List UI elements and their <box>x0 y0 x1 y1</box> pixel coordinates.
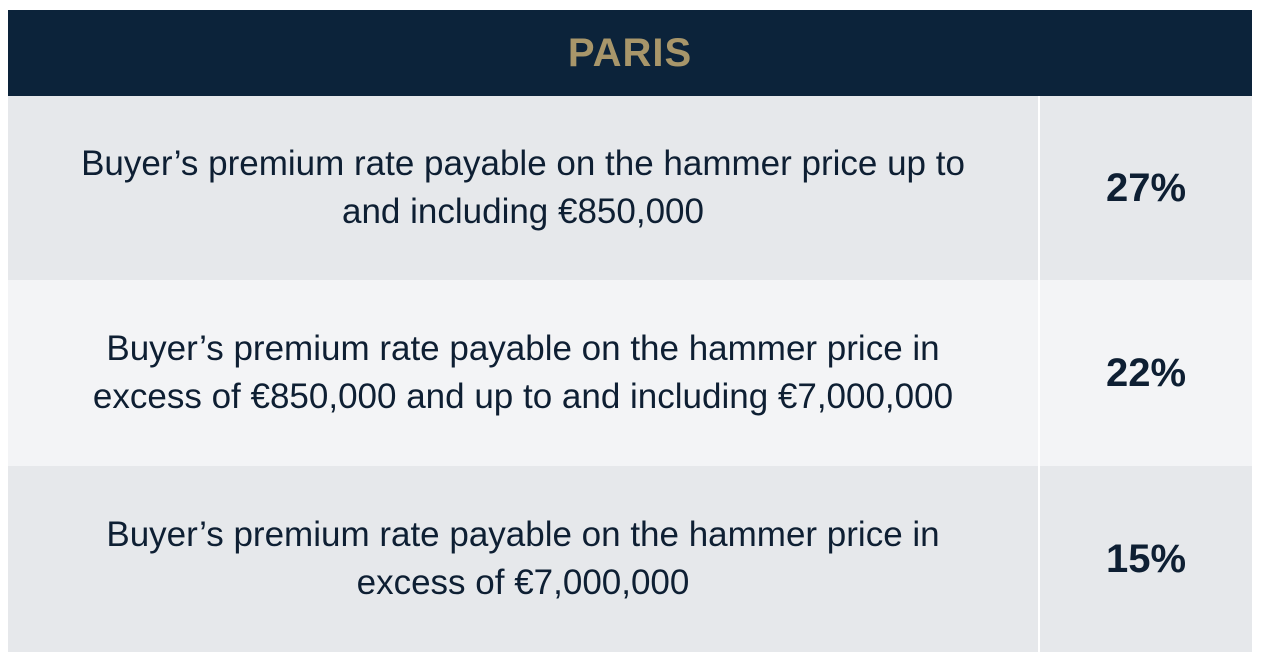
table-row <box>8 466 1252 652</box>
row-description: Buyer’s premium rate payable on the hammer price up to and including €850,000 <box>81 144 965 231</box>
table-row <box>8 280 1252 466</box>
row-rate: 27% <box>1038 96 1252 280</box>
row-description: Buyer’s premium rate payable on the hammer price in excess of €850,000 and up to and including €7,000,000 <box>92 329 954 416</box>
table-row <box>8 96 1252 280</box>
row-description: Buyer’s premium rate payable on the hammer price in excess of €7,000,000 <box>106 515 940 602</box>
table-header <box>8 10 1252 96</box>
header-title: PARIS <box>567 30 693 75</box>
buyers-premium-table <box>8 10 1252 652</box>
row-rate: 15% <box>1038 466 1252 652</box>
row-rate: 22% <box>1038 280 1252 466</box>
